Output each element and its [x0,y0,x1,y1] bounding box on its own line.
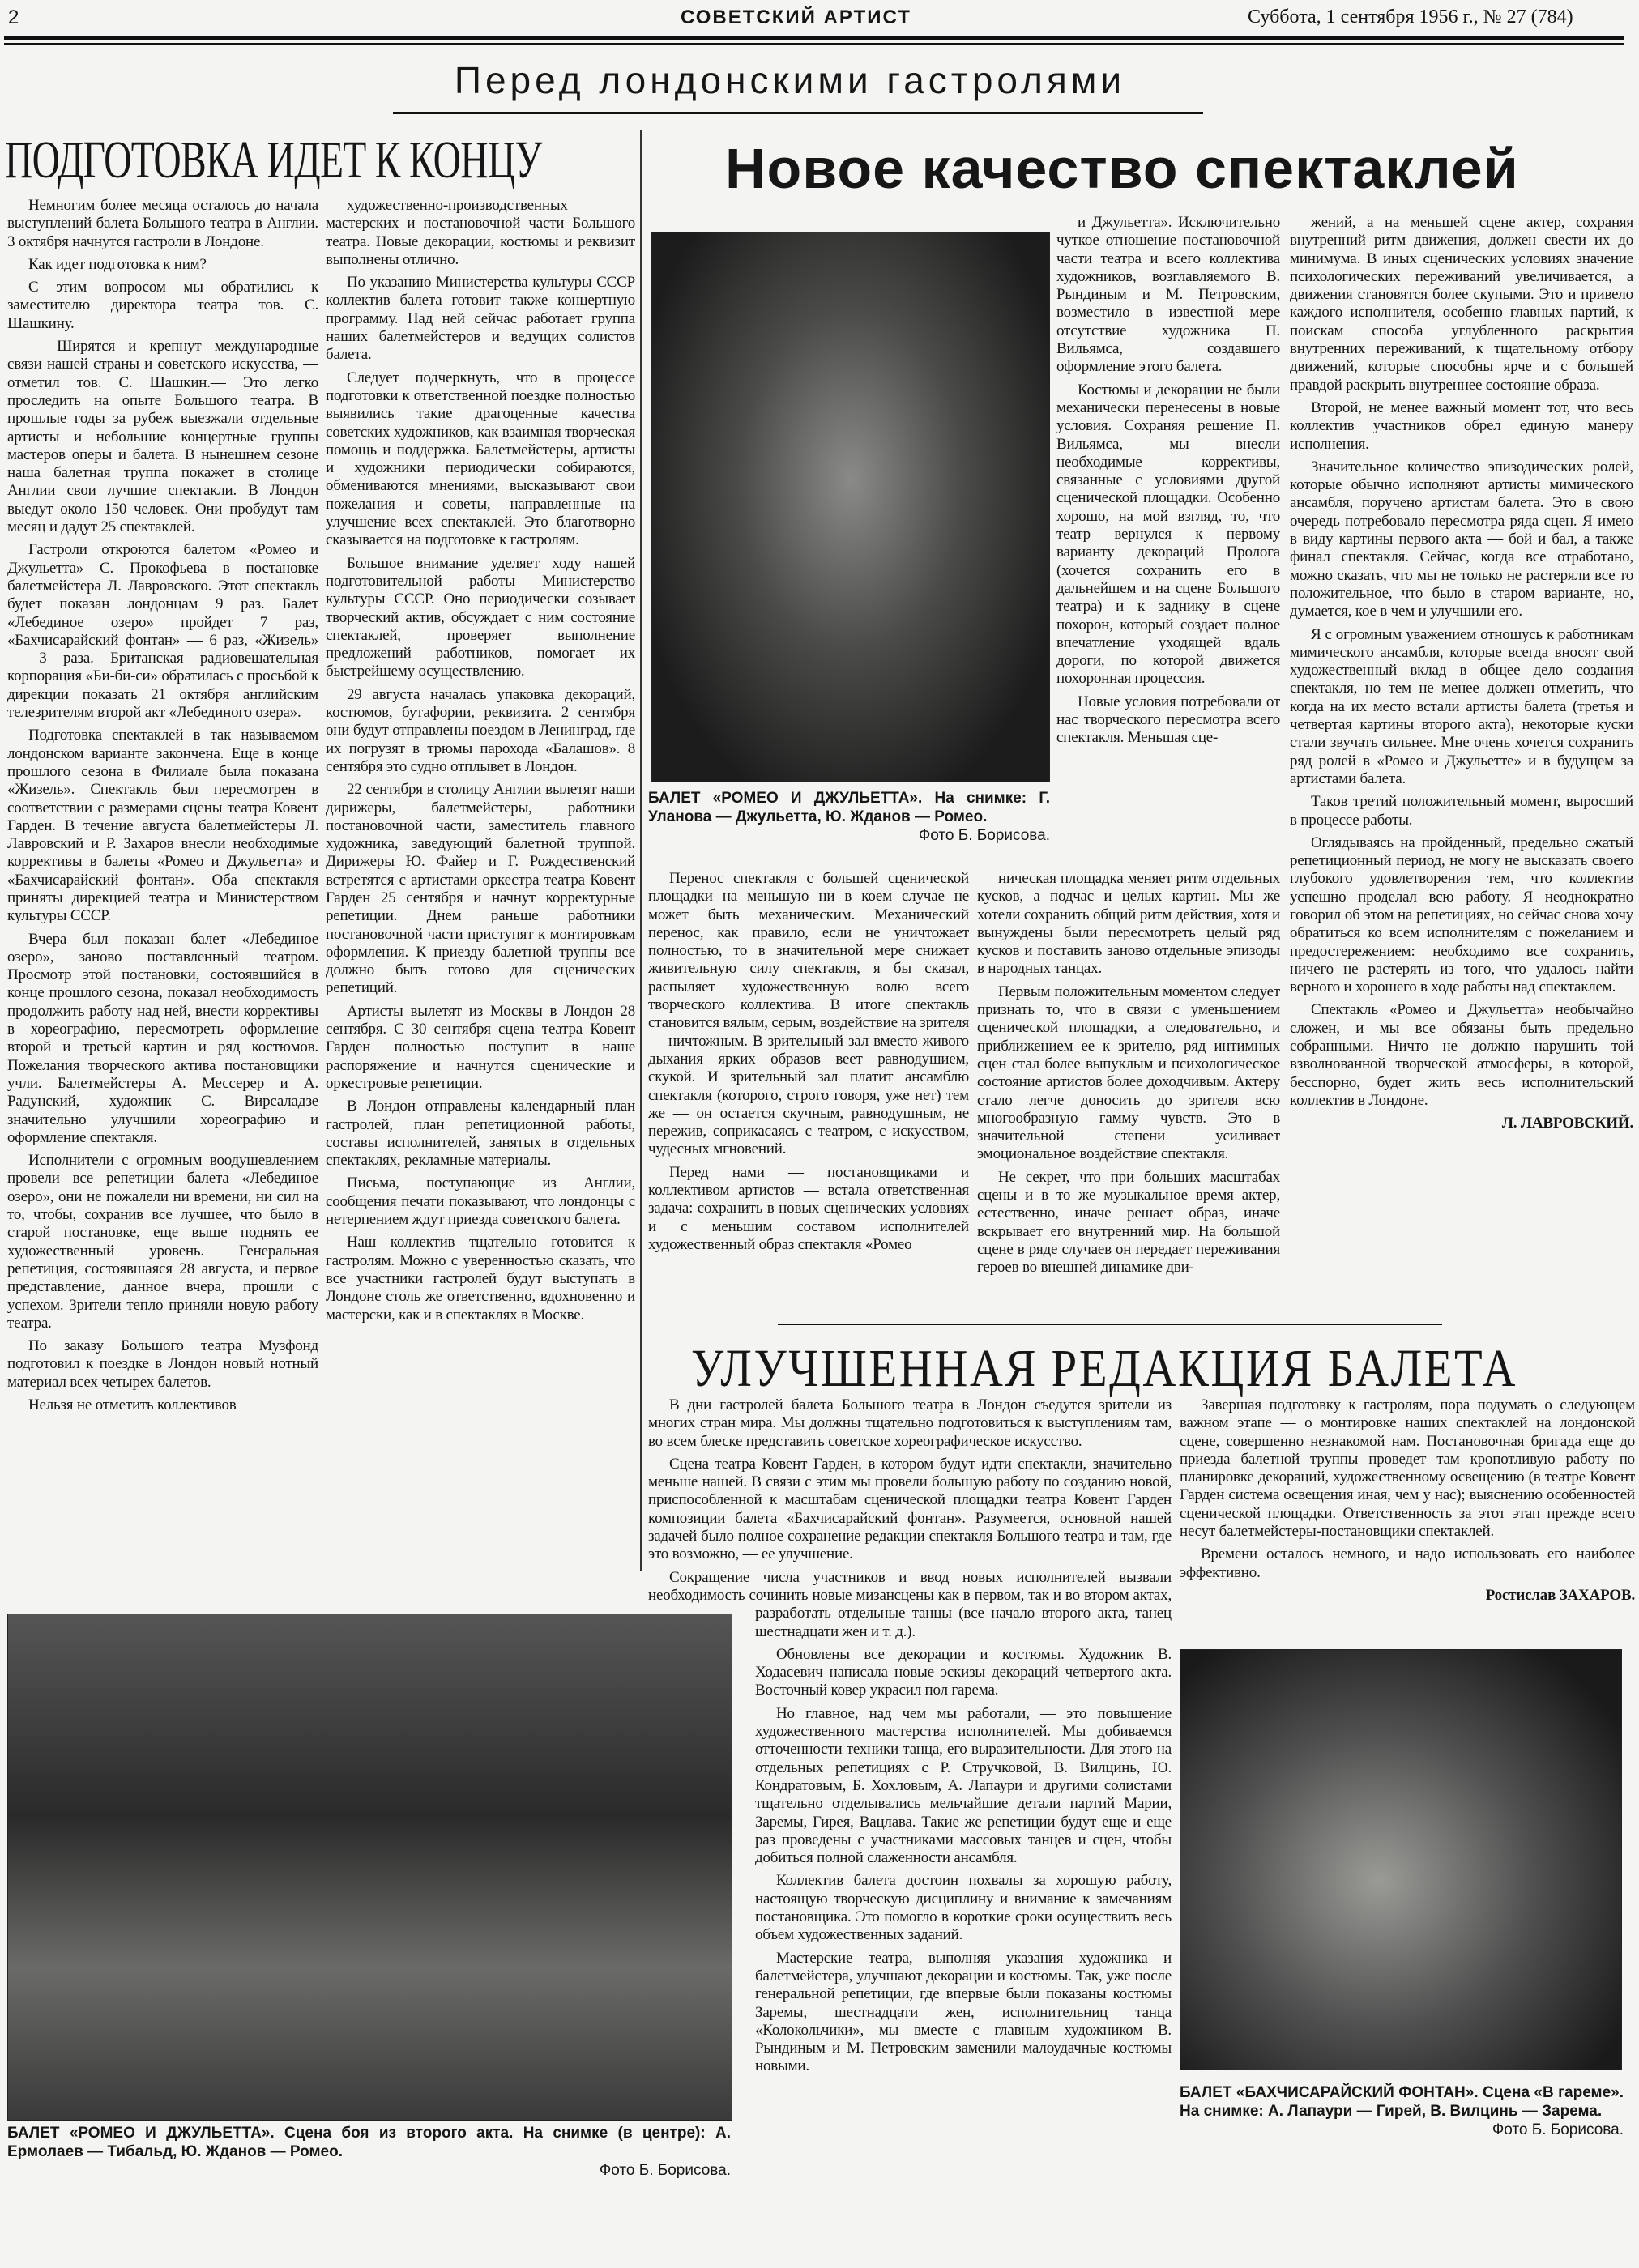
paragraph: Обновлены все декорации и костюмы. Художник В. Ходасевич написала новые эскизы декораций четвертого акта. Восточный ковер украсил пол гарема. [755,1645,1172,1699]
paragraph: ническая площадка меняет ритм отдельных кусков, а подчас и целых картин. Мы же хотели сохранить общий ритм действия, хотя и вынуждены были пересмотреть целый ряд кусков и поставить заново отдельные эпизоды в народных танцах. [977,870,1280,978]
paragraph: Как идет подготовка к ним? [28,255,207,273]
paragraph: Артисты вылетят из Москвы в Лондон 28 сентября. С 30 сентября сцена театра Ковент Гарден полностью поступит в наше распоряжение и начнутся сценические и оркестровые репетиции. [326,1002,635,1092]
paragraph: Значительное количество эпизодических ролей, которые обычно исполняют артисты мимического ансамбля, поручено артистам балета. Это в свою очередь потребовало пересмотра ряда сцен. Я имею в виду картины первого акта — бой и бал, а также финал спектакля. Сейчас, когда все отработано, можно сказать, что мы не только не растеряли все то положительное, что было в старом варианте, но, думается, кое в чем и улучшили его. [1290,458,1633,620]
caption-text: БАЛЕТ «БАХЧИСАРАЙСКИЙ ФОНТАН». Сцена «В гареме». На снимке: А. Лапаури — Гирей, В. Вилцинь — Зарема. [1180,2084,1624,2120]
paragraph: Завершая подготовку к гастролям, пора подумать о следующем важном этапе — о монтировке наших спектаклей на лондонской сцене, совершенно незнакомой нам. Постановочная бригада еще до приезда балетной труппы проведет там кропотливую работу по планировке декораций, художественному освещению (в театре Ковент Гарден система освещения иная, чем у нас); выяснению особенностей сценической площадки. Ответственность за этот этап прежде всего несут балетмейстеры-постановщики спектаклей. [1180,1396,1635,1541]
paragraph: 22 сентября в столицу Англии вылетят наши дирижеры, балетмейстеры, работники постановочной части, заместитель главного художника, заведующий балетной труппой. Дирижеры Ю. Файер и Г. Рождественский встретятся с артистами оркестра театра Ковент Гарден 25 сентября и начнут корректурные репетиции. Днем раньше работники постановочной части приступят к монтировкам оформления. К приезду балетной труппы все должно быть готово для сценических репетиций. [326,781,635,997]
paragraph: Большое внимание уделяет ходу нашей подготовительной работы Министерство культуры СССР. Оно периодически созывает творческий актив, обсуждает с ним состояние спектаклей, проверяет выполнение предложений работников, помогает их быстрейшему осуществлению. [326,554,635,680]
photo-romeo-juliet-fight-scene [7,1614,732,2121]
paragraph: Письма, поступающие из Англии, сообщения печати показывают, что лондонцы с нетерпением ждут приезда советского балета. [326,1174,635,1229]
paragraph: Оглядываясь на пройденный, предельно сжатый репетиционный период, не могу не высказать своего глубокого удовлетворения тем, что коллектив успешно проделал всю работу. Я неоднократно говорил об этом на репетициях, но сейчас снова хочу обратиться ко всем исполнителям с пожеланием и предостережением: необходимо все сохранить, ничего не растерять из того, что удалось найти верного и хорошего в ходе работы над спектаклем. [1290,833,1633,996]
paragraph: Таков третий положительный момент, выросший в процессе работы. [1290,793,1633,829]
photo-romeo-juliet-ulanova [651,232,1050,782]
paragraph: и Джульетта». Исключительно чуткое отношение постановочной части театра и всего коллектива художников, возглавляемого В. Рындиным и М. Петровским, возместило в известной мере отсутствие художника П. Вильямса, создавшего оформление этого балета. [1056,214,1280,376]
paragraph: Перед нами — постановщиками и коллективом артистов — встала ответственная задача: сохранить в новых сценических условиях и с меньшим составом исполнителей художественный образ спектакля «Ромео [648,1163,969,1253]
paragraph: жений, а на меньшей сцене актер, сохраняя внутренний ритм движения, должен свести их до минимума. В иных сценических условиях значение психологических переживаний увеличивается, а движения становятся более скупыми. Это и привело каждого исполнителя, особенно главных партий, к поискам способа углубленного раскрытия внутренних переживаний, к тщательному отбору движений, которые способны ярче и с большей правдой раскрыть внутреннее состояние образа. [1290,214,1633,394]
paragraph: Исполнители с огромным воодушевлением провели все репетиции балета «Лебединое озеро», они не пожалели ни времени, ни сил на то, чтобы, сохранив все лучшее, что было в старой постановке, еще выше поднять ее художественный уровень. Генеральная репетиция, состоявшаяся 28 августа, и первое представление, данное вчера, прошли с успехом. Зрители тепло приняли новую работу театра. [7,1152,318,1332]
paragraph: Перенос спектакля с большей сценической площадки на меньшую ни в коем случае не может быть механическим. Механический перенос, как правило, если не уничтожает полностью, то в значительной мере снижает живительную силу спектакля, я бы сказал, распыляет художественную волю всего творческого коллектива. В итоге спектакль становится вялым, серым, воздействие на зрителя — ничтожным. В зрительный зал вместо живого дыхания ярких образов веет равнодушием, скукой. И зрительный зал платит ансамблю спектакля (которого, строго говоря, уже нет) тем же — он остается скучным, равнодушным, не пережив, соприкасаясь с театром, с искусством, чудесных мгновений. [648,870,969,1158]
paragraph: Я с огромным уважением отношусь к работникам мимического ансамбля, которые всегда вносят свой художественный вклад в общее дело создания спектакля, но тем не менее должен отметить, что когда на их место встали артисты балета (третья и четвертая картины второго акта), некоторые куски стали звучать сильнее. Мне очень хочется сохранить ряд ролей в «Ромео и Джульетте» и в будущем за артистами балета. [1290,625,1633,787]
paragraph: Костюмы и декорации не были механически перенесены в новые условия. Сохраняя решение П. Вильямса, мы внесли необходимые коррективы, связанные с условиями другой сценической площадки. Особенно хорошо, на мой взгляд, то, что театр вернулся к первому варианту декораций Пролога (хочется сохранить его в дальнейшем и на сцене Большого театра) и к заднику в сцене похорон, который создает полное впечатление уходящей вдаль дороги, по которой движется похоронная процессия. [1056,381,1280,688]
kicker-underline [393,112,1203,114]
author-signature: Л. ЛАВРОВСКИЙ. [1501,1115,1633,1132]
paragraph: По указанию Министерства культуры СССР коллектив балета готовит также концертную программу. Над ней сейчас работает группа наших балетмейстеров и ведущих солистов балета. [326,274,635,364]
paragraph: В Лондон отправлены календарный план гастролей, план репетиционной работы, составы исполнителей, занятых в отдельных спектаклях, рекламные материалы. [326,1098,635,1170]
photo-credit: Фото Б. Борисова. [1492,2121,1624,2138]
paragraph: Спектакль «Ромео и Джульетта» необычайно сложен, и мы все обязаны быть предельно собранными. Ничто не должно нарушить той взволнованной творческой атмосферы, в которой, бесспорно, будет жить весь исполнительский коллектив в Лондоне. [1290,1001,1633,1109]
paragraph: Гастроли откроются балетом «Ромео и Джульетта» С. Прокофьева в постановке балетмейстера Л. Лавровского. Этот спектакль будет показан лондонцам 9 раз. Балет «Лебединое озеро» пройдет 7 раз, «Бахчисарайский фонтан» — 6 раз, «Жизель» — 3 раза. Британская радиовещательная корпорация «Би-би-си» обратилась с просьбой к дирекции показать 21 октября английским телезрителям второй акт «Лебединого озера». [7,541,318,722]
paragraph: Немногим более месяца осталось до начала выступлений балета Большого театра в Англии. 3 октября начнутся гастроли в Лондоне. [7,197,318,250]
column-divider [640,130,642,1571]
headline-quality: Новое качество спектаклей [725,137,1519,200]
photo-credit: Фото Б. Борисова. [599,2162,731,2179]
author-signature: Ростислав ЗАХАРОВ. [1485,1586,1635,1604]
photo-caption-bottom-right [1180,2083,1624,2139]
paragraph: Вчера был показан балет «Лебединое озеро», заново поставленный театром. Просмотр этой постановки, состоявшийся в конце прошлого сезона, показал необходимость продолжить работу над ней, внести коррективы в хореографию, пересмотреть оформление второй и третьей картин и ряд костюмов. Пожелания творческого актива постановщики учли. Балетмейстеры А. Мессерер и А. Радунский, художник С. Вирсаладзе значительно улучшили хореографию и оформление спектакля. [7,930,318,1146]
paragraph: Нельзя не отметить коллективов [28,1396,237,1413]
paragraph: Второй, не менее важный момент тот, что весь коллектив участников обрел единую манеру исполнения. [1290,399,1633,453]
paragraph: Следует подчеркнуть, что в процессе подготовки к ответственной поездке полностью выявились такие драгоценные качества советских художников, как взаимная творческая помощь и поддержка. Балетмейстеры, артисты и художники периодически собираются, обмениваются мнениями, высказывают свои пожелания и советы, направленные на улучшение всех спектаклей. Это благотворно сказывается на подготовке к гастролям. [326,369,635,549]
caption-text: БАЛЕТ «РОМЕО И ДЖУЛЬЕТТА». Сцена боя из второго акта. На снимке (в центре): А. Ермолаев — Тибальд, Ю. Жданов — Ромео. [7,2125,731,2160]
ballet-column-2 [1180,1396,1635,1639]
quality-column-d [1290,214,1633,1299]
paragraph: Сокращение числа участников и ввод новых исполнителей вызвали необходимость сочинить новые мизансцены как в первом, так и во втором актах, разработать отдельные танцы (все начало второго акта, танец шестнадцати жен и т. д.). [648,1568,1172,1640]
masthead-rule [4,36,1624,40]
photo-credit: Фото Б. Борисова. [918,827,1050,844]
headline-preparation: ПОДГОТОВКА ИДЕТ К КОНЦУ [5,130,542,190]
paragraph: Не секрет, что при больших масштабах сцены и в то же музыкальное время актер, естественно, иначе решает образ, иначе вскрывает его внутренний мир. На большой сцене в ряде случаев он передает переживания героев во внешней динамике дви- [977,1168,1280,1277]
paragraph: Сцена театра Ковент Гарден, в котором будут идти спектакли, значительно меньше нашей. В связи с этим мы провели большую работу по созданию новой, приспособленной к масштабам сценической площадки театра Ковент Гарден композиции балета «Бахчисарайский фонтан». Разумеется, основной нашей задачей было полное сохранение редакции спектакля Большого театра и там, где это возможно, — ее улучшение. [648,1455,1172,1563]
issue-date: Суббота, 1 сентября 1956 г., № 27 (784) [1248,6,1573,28]
paragraph: Наш коллектив тщательно готовится к гастролям. Можно с уверенностью сказать, что все участники гастролей будут выступать в Лондоне столь же ответственно, вдохновенно и мастерски, как и в спектаклях в Москве. [326,1234,635,1324]
paragraph: Подготовка спектаклей в так называемом лондонском варианте закончена. Еще в конце прошлого сезона в Филиале была показана «Жизель». Спектакль был пересмотрен в соответствии с размерами сцены театра Ковент Гарден. В течение августа балетмейстеры Л. Лавровский и Р. Захаров внесли необходимые коррективы в балеты «Ромео и Джульетта» и «Бахчисарайский фонтан». Оба спектакля приняты дирекцией театра и Министерством культуры СССР. [7,727,318,925]
paragraph: Мастерские театра, выполняя указания художника и балетмейстера, улучшают декорации и костюмы. Так, уже после генеральной репетиции, где впервые были показаны костюмы Заремы, шестнадцати жен, исполнительниц танца «Колокольчики», мы вместе с главным художником В. Рындиным и М. Петровским заменили малоудачные костюмы новыми. [755,1949,1172,2075]
paper-title: СОВЕТСКИЙ АРТИСТ [681,6,911,28]
paragraph: В дни гастролей балета Большого театра в Лондон съедутся зрители из многих стран мира. Мы должны тщательно подготовиться к выступлениям там, во всем блеске представить советское хореографическое искусство. [648,1396,1172,1450]
paragraph: Времени осталось немного, и надо использовать его наиболее эффективно. [1180,1545,1635,1581]
paragraph: Коллектив балета достоин похвалы за хорошую работу, настоящую творческую дисциплину и внимание к замечаниям постановщика. Это помогло в короткие сроки осуществить весь объем художественных заданий. [755,1872,1172,1944]
paragraph: — Ширятся и крепнут международные связи нашей страны и советского искусства, — отметил тов. С. Шашкин.— Это легко проследить на опыте Большого театра. В прошлые годы за рубеж выезжали отдельные артисты и небольшие концертные группы мастеров оперы и балета. В нынешнем сезоне наша балетная труппа покажет в столице Англии свои лучшие спектакли. В Лондон выедут около 150 человек. Они пробудут там месяц и дадут 25 спектаклей. [7,338,318,536]
paragraph: Новые условия потребовали от нас творческого пересмотра всего спектакля. Меньшая сце- [1056,693,1280,747]
photo-bakhchisarai-fountain [1180,1649,1622,2070]
preparation-column-1 [7,197,318,1574]
preparation-column-2 [326,197,635,1574]
paragraph: С этим вопросом мы обратились к заместителю директора театра тов. С. Шашкину. [7,279,318,332]
section-kicker: Перед лондонскими гастролями [454,59,1126,101]
paragraph: Первым положительным моментом следует признать то, что в связи с уменьшением сценической площадки, а следовательно, и приближением ее к зрителю, ряд интимных сцен стал более выпуклым и психологическое состояние артистов более доходчивым. Актеру стало легче доносить до зрителя всю многообразную гамму чувств. Это в значительной степени усиливает эмоциональное воздействие спектакля. [977,983,1280,1163]
caption-text: БАЛЕТ «РОМЕО И ДЖУЛЬЕТТА». На снимке: Г. Уланова — Джульетта, Ю. Жданов — Ромео. [648,790,1050,825]
photo-caption-quality [648,789,1050,845]
paragraph: По заказу Большого театра Музфонд подготовил к поездке в Лондон новый нотный материал всех четырех балетов. [7,1337,318,1391]
paragraph: Но главное, над чем мы работали, — это повышение художественного мастерства исполнителей. Мы добиваемся отточенности техники танца, его выразительности. Для этого на отдельных репетициях с Р. Стручковой, В. Вилцинь, Ю. Кондратовым, Б. Хохловым, А. Лапаури и другими солистами тщательно отделывались мельчайшие детали партий Марии, Заремы, Гирея, Вацлава. Такие же репетиции будут еще и еще раз проведены с участниками массовых танцев и сцен, чтобы добиться полной слаженности ансамбля. [755,1704,1172,1867]
headline-ballet: УЛУЧШЕННАЯ РЕДАКЦИЯ БАЛЕТА [691,1339,1518,1398]
paragraph: художественно-производственных мастерских и постановочной части Большого театра. Новые декорации, костюмы и реквизит выполнены отлично. [326,197,635,268]
quality-column-a [648,870,969,1311]
masthead-rule-thin [4,43,1624,45]
page-number: 2 [8,6,19,28]
paragraph: 29 августа началась упаковка декораций, костюмов, бутафории, реквизита. 2 сентября они будут отправлены поездом в Ленинград, где их погрузят в трюмы парохода «Балашов». 8 сентября это судно отплывет в Лондон. [326,685,635,775]
photo-caption-bottom-left [7,2124,731,2180]
quality-column-b [977,870,1280,1311]
section-divider [778,1324,1442,1325]
